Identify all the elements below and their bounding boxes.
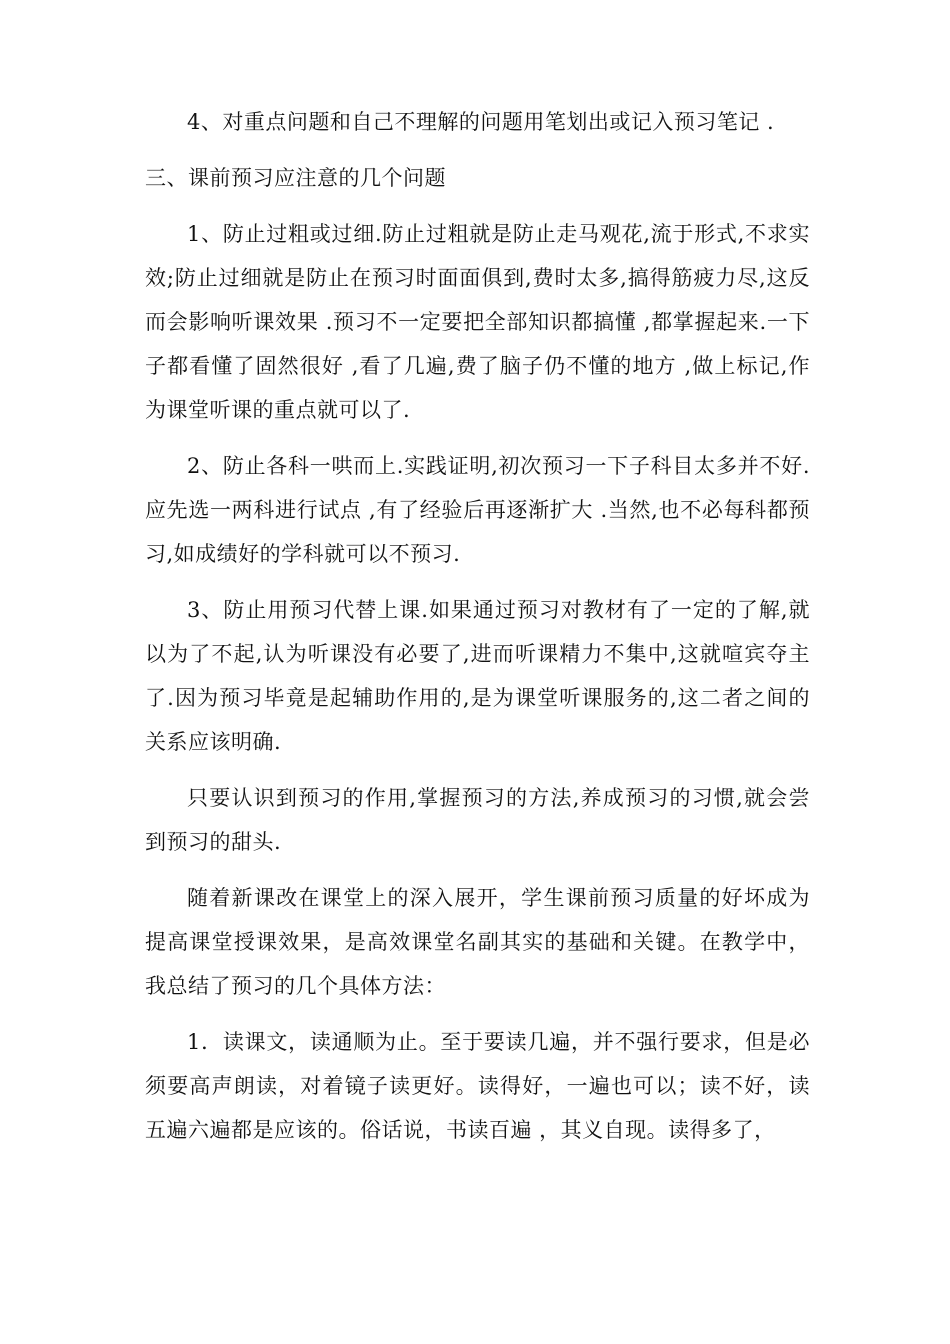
paragraph-method-1: 1．读课文，读通顺为止。至于要读几遍，并不强行要求，但是必须要高声朗读，对着镜子读更好。读得好，一遍也可以；读不好，读五遍六遍都是应该的。俗话说，书读百遍 ，其义自现。读得多了， — [145, 1030, 810, 1142]
document-body — [145, 100, 810, 1164]
paragraph-avoid-all-subjects: 2、防止各科一哄而上.实践证明,初次预习一下子科目太多并不好.应先选一两科进行试点 ,有了经验后再逐渐扩大 .当然,也不必每科都预习,如成绩好的学科就可以不预习. — [145, 454, 810, 566]
paragraph-summary: 只要认识到预习的作用,掌握预习的方法,养成预习的习惯,就会尝到预习的甜头. — [145, 786, 810, 854]
paragraph-point-4: 4、对重点问题和自己不理解的问题用笔划出或记入预习笔记 . — [187, 110, 775, 134]
paragraph-avoid-replacing-class: 3、防止用预习代替上课.如果通过预习对教材有了一定的了解,就以为了不起,认为听课没有必要了,进而听课精力不集中,这就喧宾夺主了.因为预习毕竟是起辅助作用的,是为课堂听课服务的,这二者之间的关系应该明确. — [145, 598, 810, 754]
paragraph-new-curriculum: 随着新课改在课堂上的深入展开，学生课前预习质量的好坏成为提高课堂授课效果，是高效课堂名副其实的基础和关键。在教学中，我总结了预习的几个具体方法： — [145, 886, 810, 998]
section-heading-3: 三、课前预习应注意的几个问题 — [145, 166, 446, 190]
paragraph-avoid-too-coarse-or-fine: 1、防止过粗或过细.防止过粗就是防止走马观花,流于形式,不求实效;防止过细就是防止在预习时面面俱到,费时太多,搞得筋疲力尽,这反而会影响听课效果 .预习不一定要把全部知识都搞懂 ,都掌握起来.一下子都看懂了固然很好 ,看了几遍,费了脑子仍不懂的地方 ,做上标记,作为课堂听课的重点就可以了. — [145, 222, 810, 422]
